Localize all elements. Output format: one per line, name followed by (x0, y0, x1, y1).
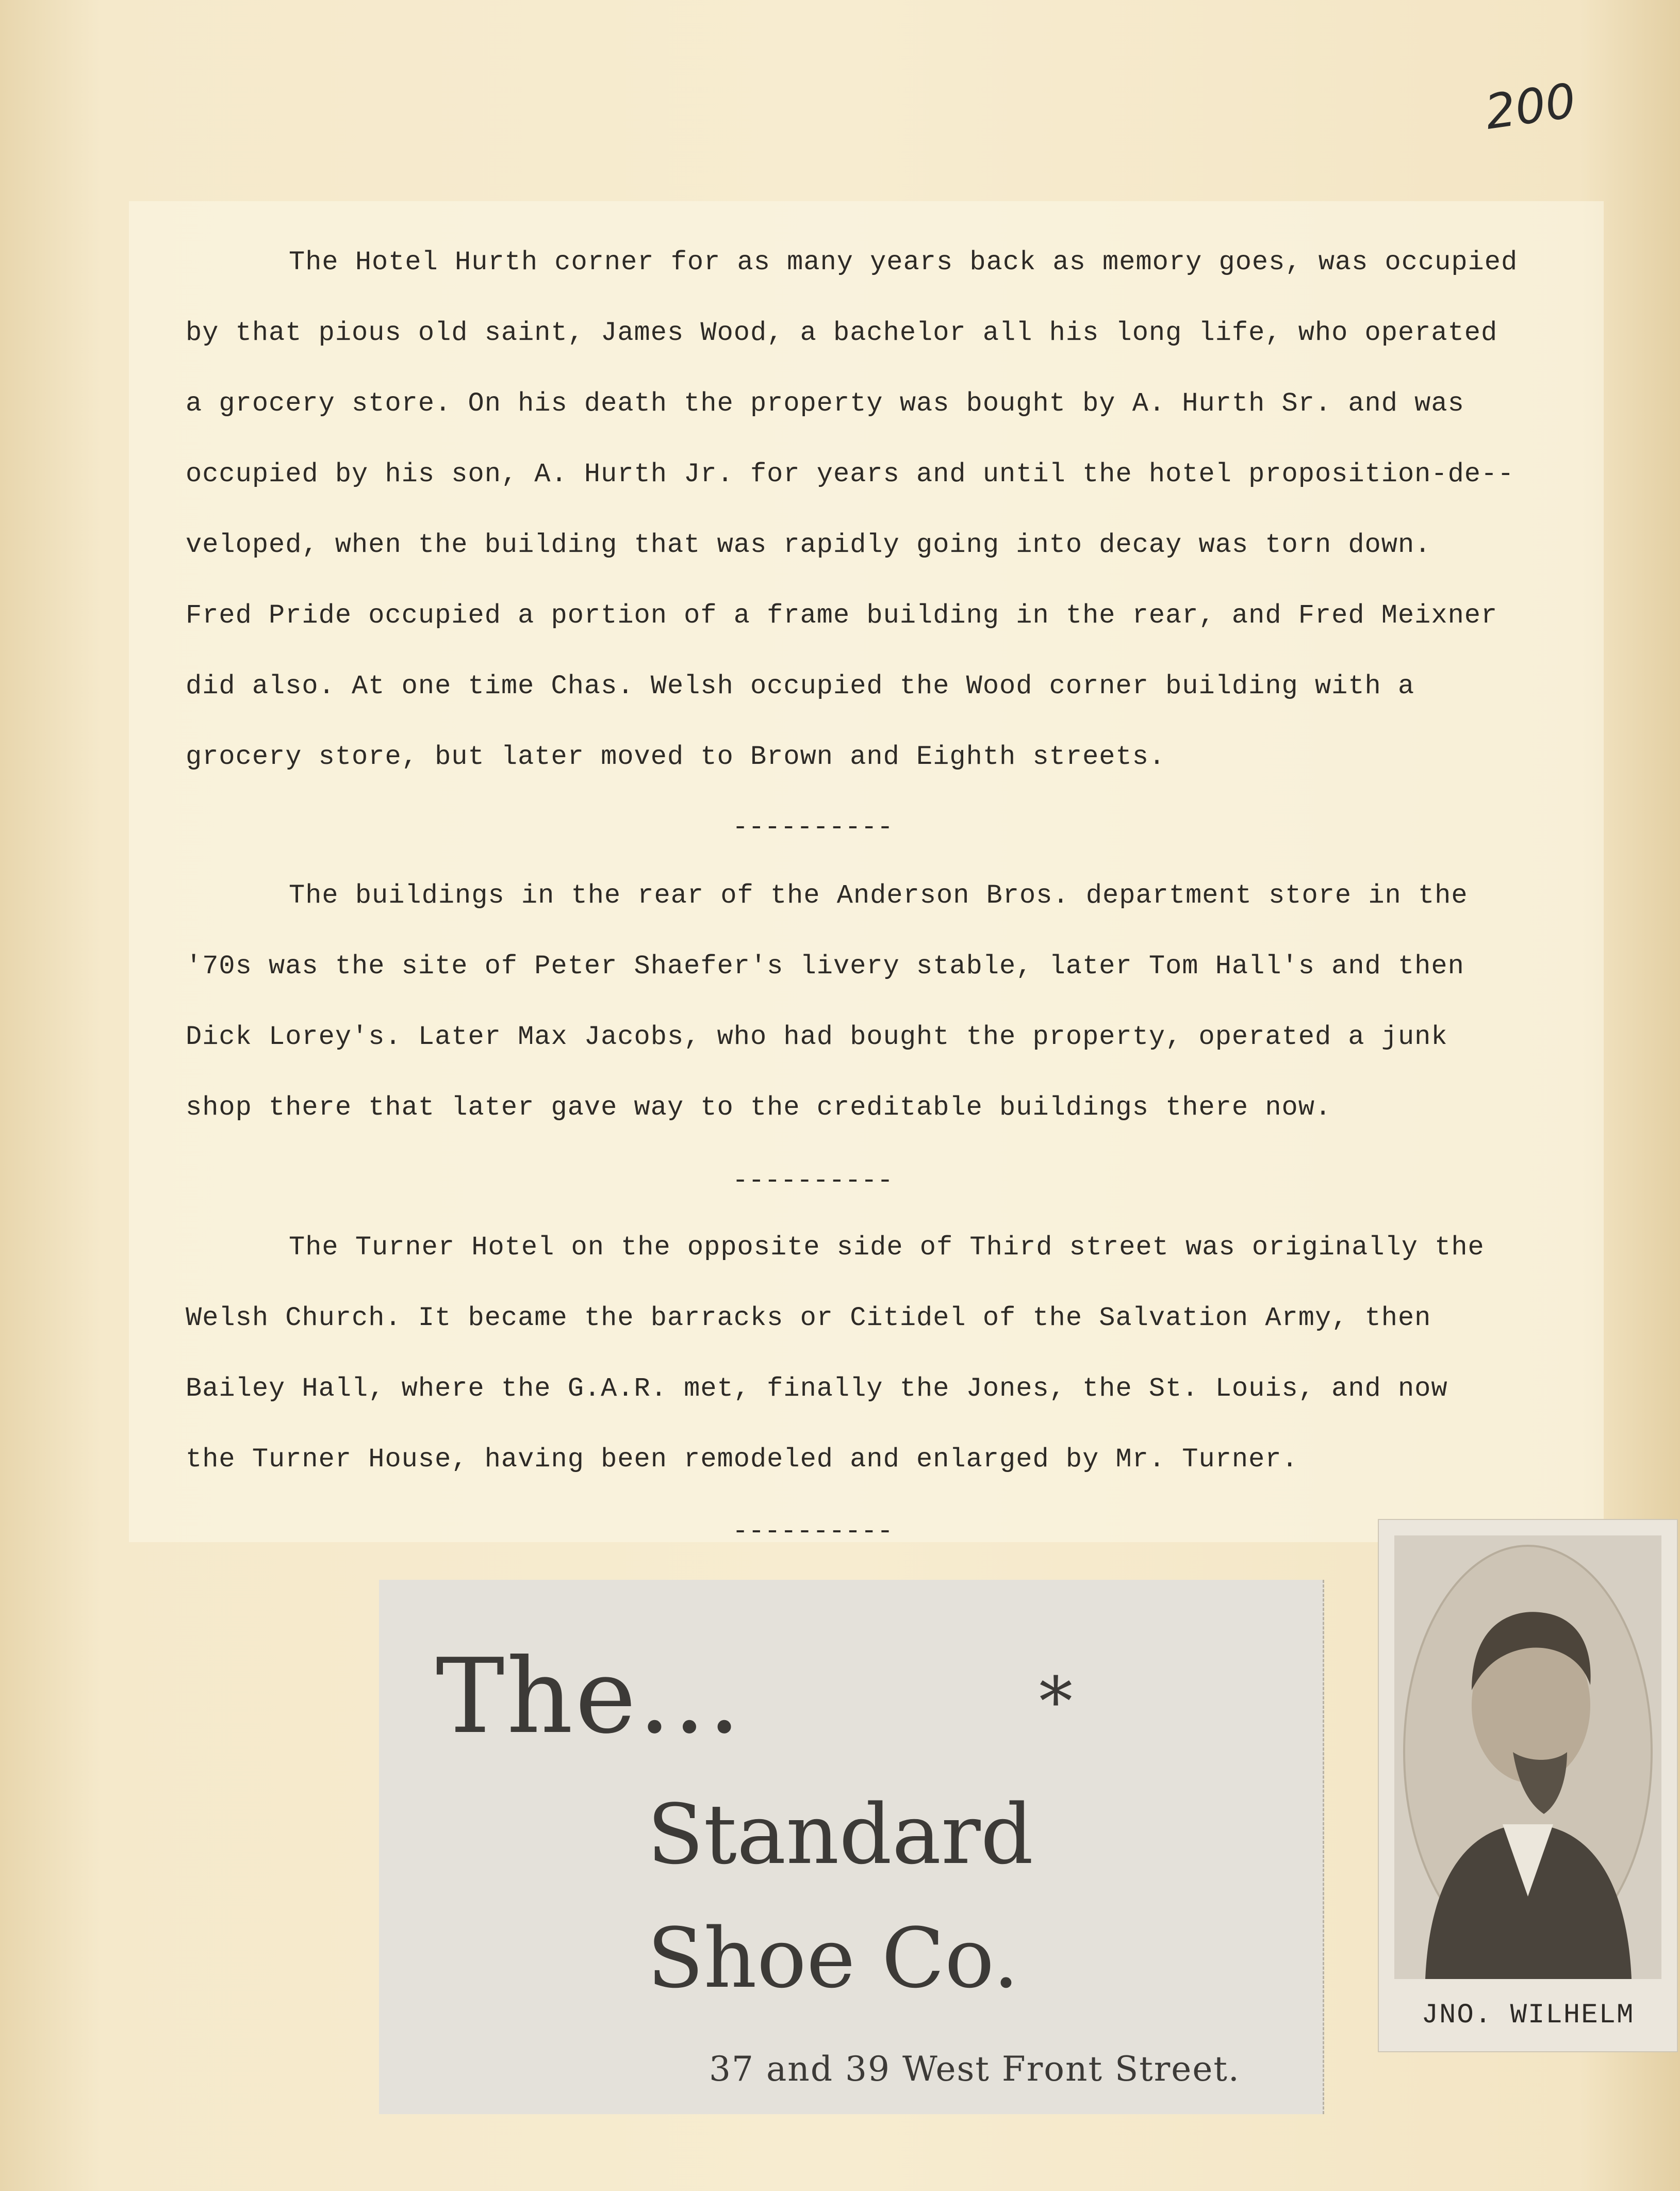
text-line: The Turner Hotel on the opposite side of Third street was originally the (289, 1232, 1485, 1263)
text-line: Fred Pride occupied a portion of a frame building in the rear, and Fred Meixner (186, 600, 1498, 631)
text-line: by that pious old saint, James Wood, a bachelor all his long life, who operated (186, 318, 1498, 348)
text-line: '70s was the site of Peter Shaefer's livery stable, later Tom Hall's and then (186, 951, 1464, 982)
portrait-photo (1394, 1535, 1661, 1979)
separator-line: ---------- (732, 812, 894, 843)
text-line: The buildings in the rear of the Anderson Bros. department store in the (289, 880, 1468, 911)
text-line: veloped, when the building that was rapidly going into decay was torn down. (186, 530, 1431, 560)
separator-line: ---------- (732, 1166, 894, 1196)
paragraph-hotel-hurth (186, 227, 1588, 792)
text-line: the Turner House, having been remodeled and enlarged by Mr. Turner. (186, 1444, 1298, 1475)
text-line: shop there that later gave way to the creditable buildings there now. (186, 1092, 1332, 1123)
portrait-image (1394, 1535, 1661, 1979)
ad-heading: The... (436, 1637, 743, 1757)
text-line: did also. At one time Chas. Welsh occupied the Wood corner building with a (186, 671, 1415, 701)
text-line: Bailey Hall, where the G.A.R. met, finally the Jones, the St. Louis, and now (186, 1374, 1448, 1404)
text-line: The Hotel Hurth corner for as many years back as memory goes, was occupied (289, 247, 1518, 277)
photo-caption: JNO. WILHELM (1421, 2000, 1635, 2031)
ad-address: 37 and 39 West Front Street. (709, 2049, 1240, 2089)
ad-company-name: Shoe Co. (647, 1910, 1019, 2006)
paragraph-turner-hotel (186, 1212, 1588, 1495)
text-line: occupied by his son, A. Hurth Jr. for years and until the hotel proposition-de-- (186, 459, 1514, 489)
portrait-photo-mount (1378, 1519, 1678, 2052)
ad-company-name: Standard (647, 1786, 1034, 1883)
standard-shoe-co-advertisement (379, 1580, 1324, 2114)
text-line: a grocery store. On his death the property was bought by A. Hurth Sr. and was (186, 388, 1464, 419)
text-line: grocery store, but later moved to Brown and Eighth streets. (186, 742, 1166, 772)
ad-ornament: * (1039, 1662, 1073, 1741)
handwritten-page-number: 200 (1481, 73, 1579, 140)
separator-line: ---------- (732, 1516, 894, 1547)
paragraph-anderson-bros (186, 860, 1588, 1143)
text-line: Welsh Church. It became the barracks or Citidel of the Salvation Army, then (186, 1303, 1431, 1333)
text-line: Dick Lorey's. Later Max Jacobs, who had bought the property, operated a junk (186, 1022, 1448, 1052)
